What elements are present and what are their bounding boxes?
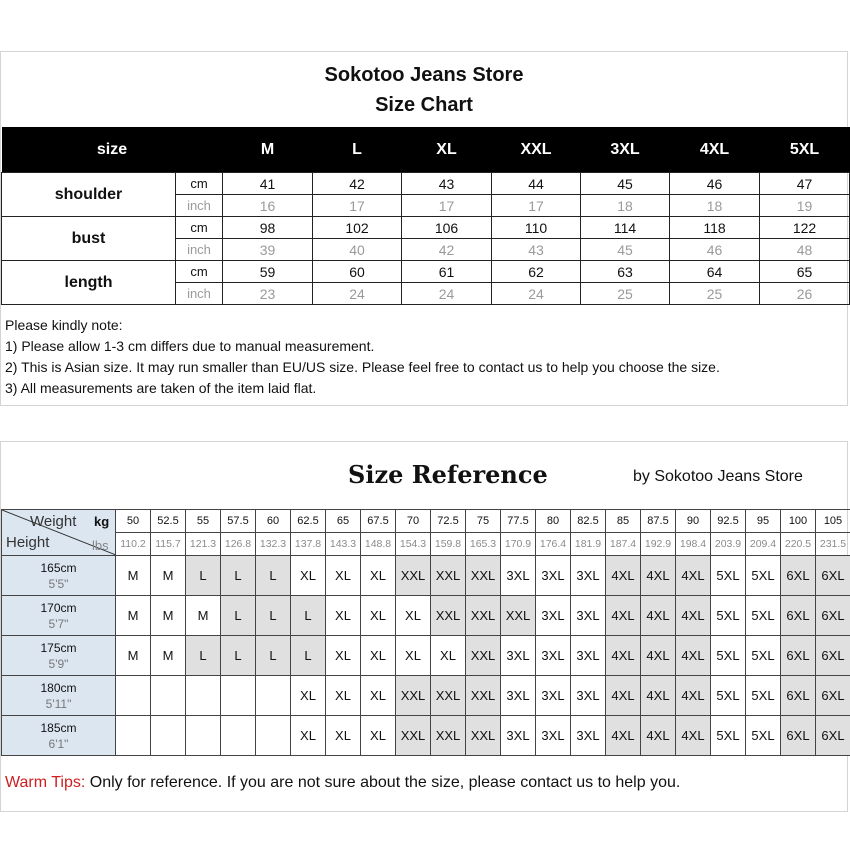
size-recommendation: 4XL — [676, 636, 711, 676]
warm-tips-label: Warm Tips: — [5, 774, 86, 791]
size-column-header: XXL — [492, 127, 581, 173]
size-recommendation: XL — [361, 716, 396, 756]
size-recommendation: 4XL — [641, 596, 676, 636]
weight-lbs-header: 126.8 — [221, 533, 256, 556]
height-ft: 5'5" — [48, 576, 69, 591]
measurement-cm-value: 62 — [492, 261, 581, 283]
table-corner — [2, 510, 116, 556]
size-column-header: 4XL — [670, 127, 760, 173]
size-recommendation: 6XL — [816, 636, 850, 676]
weight-lbs-header: 176.4 — [536, 533, 571, 556]
measurement-inch-value: 23 — [223, 283, 313, 305]
size-recommendation: XL — [361, 676, 396, 716]
size-recommendation: 3XL — [536, 716, 571, 756]
size-recommendation: 3XL — [501, 716, 536, 756]
size-recommendation: 4XL — [641, 676, 676, 716]
measurement-label: shoulder — [2, 173, 176, 217]
size-recommendation: XL — [361, 556, 396, 596]
size-recommendation — [256, 716, 291, 756]
height-ft: 6'1" — [48, 736, 69, 751]
size-column-header: L — [313, 127, 402, 173]
unit-cm: cm — [176, 173, 223, 195]
measurement-label: length — [2, 261, 176, 305]
size-recommendation: XL — [326, 596, 361, 636]
size-recommendation: 4XL — [641, 636, 676, 676]
size-chart-card — [0, 51, 848, 406]
measurement-cm-value: 46 — [670, 173, 760, 195]
size-recommendation: L — [186, 636, 221, 676]
note-line: 2) This is Asian size. It may run smaller than EU/US size. Please feel free to contact us to help you choose the size. — [5, 359, 720, 375]
size-recommendation: M — [151, 596, 186, 636]
weight-lbs-header: 170.9 — [501, 533, 536, 556]
measurement-cm-value: 41 — [223, 173, 313, 195]
measurement-row — [2, 217, 850, 239]
size-recommendation: XXL — [466, 716, 501, 756]
size-recommendation: 3XL — [536, 596, 571, 636]
measurement-cm-value: 63 — [581, 261, 670, 283]
weight-lbs-header: 165.3 — [466, 533, 501, 556]
weight-lbs-header: 110.2 — [116, 533, 151, 556]
weight-kg-header: 92.5 — [711, 510, 746, 533]
measurement-cm-value: 59 — [223, 261, 313, 283]
measurement-inch-value: 40 — [313, 239, 402, 261]
size-recommendation: XXL — [466, 636, 501, 676]
size-recommendation: XL — [291, 676, 326, 716]
corner-lbs-label: lbs — [92, 538, 109, 553]
unit-inch: inch — [176, 283, 223, 305]
size-recommendation: 6XL — [816, 676, 850, 716]
size-reference-byline: by Sokotoo Jeans Store — [633, 468, 803, 485]
size-recommendation: M — [151, 556, 186, 596]
weight-kg-header: 65 — [326, 510, 361, 533]
height-ft: 5'11" — [45, 696, 72, 711]
size-recommendation: 5XL — [746, 596, 781, 636]
unit-cm: cm — [176, 261, 223, 283]
size-recommendation: L — [221, 556, 256, 596]
size-recommendation: 6XL — [816, 716, 850, 756]
unit-inch: inch — [176, 195, 223, 217]
size-recommendation: M — [116, 556, 151, 596]
measurement-label: bust — [2, 217, 176, 261]
measurement-inch-value: 39 — [223, 239, 313, 261]
measurement-cm-value: 47 — [760, 173, 850, 195]
size-recommendation: 4XL — [676, 716, 711, 756]
size-recommendation: 3XL — [536, 676, 571, 716]
size-recommendation: 4XL — [641, 716, 676, 756]
size-recommendation — [221, 676, 256, 716]
weight-kg-header: 55 — [186, 510, 221, 533]
warm-tips — [5, 774, 680, 792]
size-recommendation: 4XL — [676, 556, 711, 596]
note-line: 3) All measurements are taken of the item laid flat. — [5, 380, 317, 396]
measurement-row — [2, 173, 850, 195]
measurement-cm-value: 61 — [402, 261, 492, 283]
size-column-header: XL — [402, 127, 492, 173]
weight-kg-header: 82.5 — [571, 510, 606, 533]
height-cell — [2, 676, 116, 716]
size-recommendation — [221, 716, 256, 756]
weight-lbs-header: 115.7 — [151, 533, 186, 556]
measurement-inch-value: 16 — [223, 195, 313, 217]
measurement-inch-value: 18 — [670, 195, 760, 217]
size-recommendation: XL — [326, 716, 361, 756]
height-row — [2, 596, 850, 636]
measurement-inch-value: 17 — [492, 195, 581, 217]
size-recommendation — [256, 676, 291, 716]
size-recommendation: 5XL — [711, 676, 746, 716]
size-recommendation: 5XL — [746, 556, 781, 596]
corner-kg-label: kg — [94, 514, 110, 529]
weight-kg-header: 62.5 — [291, 510, 326, 533]
weight-kg-row — [2, 510, 850, 533]
size-recommendation: 4XL — [676, 676, 711, 716]
weight-kg-header: 50 — [116, 510, 151, 533]
size-recommendation: 6XL — [781, 556, 816, 596]
measurement-cm-value: 65 — [760, 261, 850, 283]
size-recommendation: XXL — [396, 676, 431, 716]
weight-lbs-header: 154.3 — [396, 533, 431, 556]
size-recommendation: 4XL — [641, 556, 676, 596]
weight-kg-header: 72.5 — [431, 510, 466, 533]
size-recommendation: M — [186, 596, 221, 636]
size-notes — [5, 315, 720, 399]
weight-kg-header: 95 — [746, 510, 781, 533]
weight-lbs-header: 209.4 — [746, 533, 781, 556]
weight-kg-header: 77.5 — [501, 510, 536, 533]
size-recommendation: 5XL — [746, 716, 781, 756]
size-recommendation: 4XL — [606, 716, 641, 756]
weight-kg-header: 52.5 — [151, 510, 186, 533]
size-recommendation: XL — [431, 636, 466, 676]
size-recommendation: M — [116, 596, 151, 636]
size-recommendation: L — [256, 556, 291, 596]
size-recommendation: 6XL — [781, 636, 816, 676]
weight-lbs-header: 121.3 — [186, 533, 221, 556]
weight-kg-header: 85 — [606, 510, 641, 533]
height-cm: 175cm — [40, 640, 77, 655]
height-row — [2, 676, 850, 716]
measurement-cm-value: 110 — [492, 217, 581, 239]
size-recommendation: XXL — [431, 556, 466, 596]
measurement-row — [2, 261, 850, 283]
measurement-cm-value: 106 — [402, 217, 492, 239]
size-recommendation: XXL — [431, 716, 466, 756]
size-recommendation: 3XL — [571, 596, 606, 636]
size-recommendation: XL — [326, 556, 361, 596]
weight-lbs-header: 192.9 — [641, 533, 676, 556]
size-recommendation: XL — [291, 556, 326, 596]
weight-kg-header: 57.5 — [221, 510, 256, 533]
measurement-inch-value: 45 — [581, 239, 670, 261]
size-recommendation: 6XL — [816, 596, 850, 636]
weight-lbs-header: 143.3 — [326, 533, 361, 556]
size-recommendation: L — [221, 636, 256, 676]
size-recommendation — [186, 676, 221, 716]
size-recommendation: XL — [291, 716, 326, 756]
size-recommendation: XXL — [466, 556, 501, 596]
measurement-cm-value: 60 — [313, 261, 402, 283]
size-recommendation: 3XL — [571, 716, 606, 756]
size-recommendation: 6XL — [781, 676, 816, 716]
height-row — [2, 556, 850, 596]
warm-tips-text: Only for reference. If you are not sure about the size, please contact us to help you. — [85, 774, 681, 791]
weight-lbs-header: 203.9 — [711, 533, 746, 556]
weight-kg-header: 75 — [466, 510, 501, 533]
weight-lbs-header: 137.8 — [291, 533, 326, 556]
weight-lbs-header: 181.9 — [571, 533, 606, 556]
size-recommendation: 3XL — [536, 636, 571, 676]
height-row — [2, 636, 850, 676]
weight-kg-header: 87.5 — [641, 510, 676, 533]
measurement-inch-value: 17 — [313, 195, 402, 217]
height-ft: 5'7" — [48, 616, 69, 631]
size-recommendation: XXL — [431, 596, 466, 636]
measurement-inch-value: 43 — [492, 239, 581, 261]
size-recommendation: XXL — [431, 676, 466, 716]
size-recommendation: L — [221, 596, 256, 636]
measurement-inch-value: 25 — [670, 283, 760, 305]
measurement-cm-value: 102 — [313, 217, 402, 239]
corner-height-label: Height — [6, 534, 50, 551]
measurement-inch-value: 42 — [402, 239, 492, 261]
weight-kg-header: 67.5 — [361, 510, 396, 533]
size-recommendation: 3XL — [501, 636, 536, 676]
size-column-header: 3XL — [581, 127, 670, 173]
size-recommendation: L — [256, 596, 291, 636]
size-recommendation: L — [186, 556, 221, 596]
size-recommendation: XL — [326, 636, 361, 676]
weight-kg-header: 80 — [536, 510, 571, 533]
weight-lbs-header: 159.8 — [431, 533, 466, 556]
size-recommendation: 6XL — [816, 556, 850, 596]
measurement-inch-value: 19 — [760, 195, 850, 217]
size-recommendation — [186, 716, 221, 756]
size-recommendation: 4XL — [606, 596, 641, 636]
measurement-cm-value: 43 — [402, 173, 492, 195]
size-recommendation — [151, 676, 186, 716]
measurement-inch-value: 48 — [760, 239, 850, 261]
measurement-cm-value: 122 — [760, 217, 850, 239]
size-reference-table — [1, 509, 850, 756]
size-recommendation — [151, 716, 186, 756]
size-recommendation — [116, 716, 151, 756]
size-recommendation: XL — [361, 596, 396, 636]
size-recommendation: XXL — [466, 596, 501, 636]
size-recommendation: 5XL — [711, 716, 746, 756]
size-reference-title: Size Reference — [348, 460, 548, 489]
weight-kg-header: 60 — [256, 510, 291, 533]
size-recommendation: XXL — [396, 716, 431, 756]
size-recommendation: 4XL — [606, 636, 641, 676]
measurement-cm-value: 118 — [670, 217, 760, 239]
size-recommendation: 5XL — [711, 556, 746, 596]
weight-kg-header: 100 — [781, 510, 816, 533]
measurement-inch-value: 18 — [581, 195, 670, 217]
size-header-label: size — [2, 127, 223, 173]
height-cell — [2, 596, 116, 636]
height-cm: 185cm — [40, 720, 77, 735]
weight-kg-header: 105 — [816, 510, 850, 533]
size-recommendation: 5XL — [711, 596, 746, 636]
size-recommendation: 3XL — [571, 676, 606, 716]
note-line: 1) Please allow 1-3 cm differs due to manual measurement. — [5, 338, 375, 354]
unit-inch: inch — [176, 239, 223, 261]
size-recommendation: XL — [396, 636, 431, 676]
size-chart-table — [1, 127, 850, 305]
corner-weight-label: Weight — [30, 513, 77, 530]
size-recommendation: XXL — [501, 596, 536, 636]
size-recommendation: 4XL — [606, 556, 641, 596]
measurement-cm-value: 64 — [670, 261, 760, 283]
height-cm: 170cm — [40, 600, 77, 615]
size-recommendation: XL — [326, 676, 361, 716]
size-recommendation: L — [291, 636, 326, 676]
note-line: Please kindly note: — [5, 317, 123, 333]
weight-lbs-header: 198.4 — [676, 533, 711, 556]
height-ft: 5'9" — [48, 656, 69, 671]
size-recommendation: XL — [361, 636, 396, 676]
size-recommendation: 5XL — [746, 636, 781, 676]
weight-lbs-header: 231.5 — [816, 533, 850, 556]
size-recommendation — [116, 676, 151, 716]
size-recommendation: 4XL — [676, 596, 711, 636]
size-recommendation: 3XL — [536, 556, 571, 596]
size-recommendation: M — [116, 636, 151, 676]
height-cell — [2, 716, 116, 756]
measurement-cm-value: 44 — [492, 173, 581, 195]
weight-lbs-row — [2, 533, 850, 556]
weight-lbs-header: 187.4 — [606, 533, 641, 556]
size-column-header: 5XL — [760, 127, 850, 173]
weight-kg-header: 90 — [676, 510, 711, 533]
height-cm: 180cm — [40, 680, 77, 695]
size-recommendation: 5XL — [746, 676, 781, 716]
measurement-inch-value: 24 — [313, 283, 402, 305]
size-recommendation: 3XL — [571, 636, 606, 676]
measurement-inch-value: 17 — [402, 195, 492, 217]
measurement-inch-value: 24 — [492, 283, 581, 305]
height-cm: 165cm — [40, 560, 77, 575]
height-cell — [2, 556, 116, 596]
size-chart-title: Size Chart — [375, 94, 473, 116]
size-recommendation: L — [256, 636, 291, 676]
size-recommendation: 6XL — [781, 716, 816, 756]
measurement-cm-value: 42 — [313, 173, 402, 195]
size-recommendation: L — [291, 596, 326, 636]
height-cell — [2, 636, 116, 676]
measurement-inch-value: 26 — [760, 283, 850, 305]
measurement-cm-value: 114 — [581, 217, 670, 239]
size-column-header: M — [223, 127, 313, 173]
size-recommendation: 3XL — [571, 556, 606, 596]
weight-lbs-header: 220.5 — [781, 533, 816, 556]
measurement-inch-value: 25 — [581, 283, 670, 305]
weight-lbs-header: 148.8 — [361, 533, 396, 556]
measurement-inch-value: 24 — [402, 283, 492, 305]
size-recommendation: XXL — [396, 556, 431, 596]
height-row — [2, 716, 850, 756]
measurement-cm-value: 98 — [223, 217, 313, 239]
unit-cm: cm — [176, 217, 223, 239]
size-recommendation: 6XL — [781, 596, 816, 636]
size-header-row — [2, 127, 850, 173]
size-recommendation: XXL — [466, 676, 501, 716]
size-recommendation: M — [151, 636, 186, 676]
measurement-cm-value: 45 — [581, 173, 670, 195]
size-recommendation: 4XL — [606, 676, 641, 716]
size-recommendation: 3XL — [501, 676, 536, 716]
size-reference-card — [0, 441, 848, 812]
size-recommendation: XL — [396, 596, 431, 636]
size-recommendation: 3XL — [501, 556, 536, 596]
store-name: Sokotoo Jeans Store — [324, 64, 524, 86]
weight-lbs-header: 132.3 — [256, 533, 291, 556]
weight-kg-header: 70 — [396, 510, 431, 533]
size-recommendation: 5XL — [711, 636, 746, 676]
measurement-inch-value: 46 — [670, 239, 760, 261]
